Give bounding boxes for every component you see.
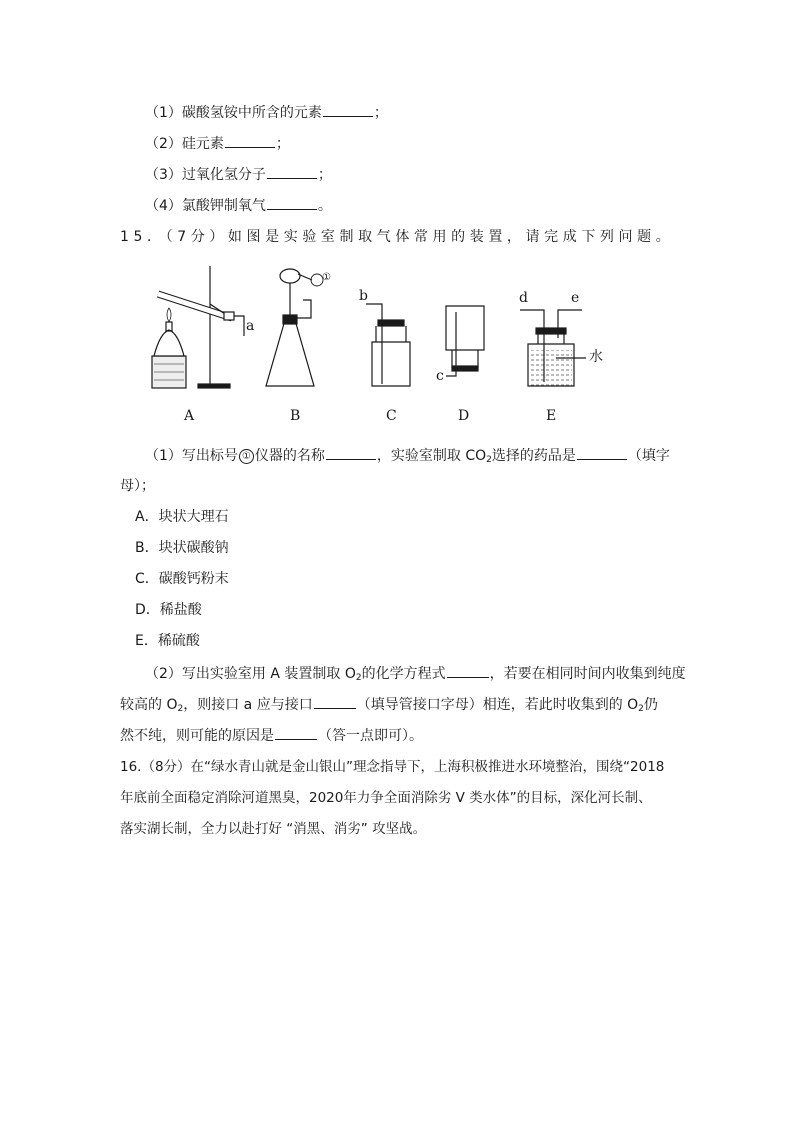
apparatus-d-icon bbox=[446, 306, 484, 376]
answer-blank[interactable] bbox=[323, 102, 373, 117]
apparatus-drawing bbox=[140, 258, 620, 398]
port-label-a: a bbox=[246, 318, 255, 334]
q14-item-2 bbox=[145, 133, 290, 154]
q14-item-1 bbox=[145, 102, 388, 123]
punct: ； bbox=[275, 136, 290, 152]
label-c: C bbox=[386, 408, 397, 424]
text: 仍 bbox=[643, 697, 658, 713]
answer-blank[interactable] bbox=[225, 133, 275, 148]
option-letter: A． bbox=[135, 509, 159, 525]
text: ，则接口 a 应与接口 bbox=[183, 697, 313, 713]
label-a: A bbox=[184, 408, 195, 424]
punct: 。 bbox=[317, 198, 332, 214]
text: （2）写出实验室用 A 装置制取 O bbox=[145, 666, 356, 682]
option-letter: E． bbox=[135, 633, 158, 649]
item-number: （4） bbox=[145, 198, 182, 214]
q16-line2: 年底前全面稳定消除河道黑臭，2020年力争全面消除劣 V 类水体”的目标，深化河长制、 bbox=[120, 790, 652, 806]
apparatus-a-icon bbox=[152, 266, 244, 388]
port-label-b: b bbox=[359, 288, 368, 304]
option-text: 稀盐酸 bbox=[159, 602, 202, 618]
answer-blank[interactable] bbox=[267, 195, 317, 210]
answer-blank[interactable] bbox=[326, 445, 376, 460]
apparatus-b-icon bbox=[266, 269, 323, 386]
marker-1: ① bbox=[322, 272, 331, 283]
option-d bbox=[135, 600, 202, 620]
q15-p1-line2: 母）； bbox=[120, 478, 155, 494]
item-text: 过氧化氢分子 bbox=[181, 167, 266, 183]
item-number: （3） bbox=[145, 167, 182, 183]
subscript: 2 bbox=[355, 673, 362, 683]
text: ，实验室制取 CO bbox=[376, 448, 487, 464]
port-label-d: d bbox=[519, 290, 528, 306]
item-text: 碳酸氢铵中所含的元素 bbox=[181, 105, 322, 121]
option-text: 块状碳酸钠 bbox=[158, 540, 229, 556]
punct: ； bbox=[373, 105, 388, 121]
subscript: 2 bbox=[177, 704, 184, 714]
label-b: B bbox=[290, 408, 301, 424]
option-text: 稀硫酸 bbox=[157, 633, 200, 649]
subscript: 2 bbox=[638, 704, 644, 714]
option-text: 块状大理石 bbox=[158, 509, 229, 525]
option-letter: D． bbox=[135, 602, 160, 618]
port-label-e: e bbox=[571, 290, 580, 306]
answer-blank[interactable] bbox=[275, 725, 317, 740]
apparatus-e-icon bbox=[520, 310, 586, 386]
q15-p1-line1 bbox=[145, 445, 670, 470]
text: 较高的 O bbox=[120, 697, 178, 713]
q15-p2-line1 bbox=[145, 663, 686, 688]
q16-line3: 落实湖长制，全力以赴打好 “消黑、消劣” 攻坚战。 bbox=[120, 821, 427, 837]
apparatus-figure bbox=[140, 258, 620, 433]
option-text: 碳酸钙粉末 bbox=[158, 571, 229, 587]
text: （答一点即可）。 bbox=[318, 728, 423, 744]
subscript: 2 bbox=[486, 455, 492, 465]
text: ，若要在相同时间内收集到纯度 bbox=[489, 666, 686, 682]
water-label: 水 bbox=[589, 349, 603, 365]
option-letter: C． bbox=[135, 571, 159, 587]
apparatus-c-icon bbox=[366, 304, 410, 386]
item-number: （1） bbox=[145, 105, 182, 121]
option-b bbox=[135, 538, 229, 558]
option-e bbox=[135, 631, 200, 651]
circled-marker: ① bbox=[239, 449, 254, 464]
q15-p2-line2 bbox=[120, 694, 658, 719]
item-number: （2） bbox=[145, 136, 182, 152]
q15-p2-line3 bbox=[120, 725, 423, 746]
label-d: D bbox=[458, 408, 470, 424]
text: 选择的药品是 bbox=[491, 448, 576, 464]
q15-header: 15．（7分）如图是实验室制取气体常用的装置，请完成下列问题。 bbox=[120, 229, 675, 245]
q14-item-3 bbox=[145, 164, 332, 185]
text: 然不纯，则可能的原因是 bbox=[120, 728, 274, 744]
q16-line1: 16.（8分）在“绿水青山就是金山银山”理念指导下，上海积极推进水环境整治，围绕“2018 bbox=[120, 759, 665, 775]
item-text: 氯酸钾制氧气 bbox=[181, 198, 266, 214]
option-a bbox=[135, 507, 229, 527]
text: 的化学方程式 bbox=[361, 666, 446, 682]
answer-blank[interactable] bbox=[267, 164, 317, 179]
punct: ； bbox=[317, 167, 332, 183]
option-letter: B． bbox=[135, 540, 159, 556]
item-text: 硅元素 bbox=[181, 136, 224, 152]
text: （填字 bbox=[627, 448, 670, 464]
q14-item-4 bbox=[145, 195, 332, 216]
label-e: E bbox=[546, 408, 557, 424]
answer-blank[interactable] bbox=[314, 694, 356, 709]
text: （填导管接口字母）相连，若此时收集到的 O bbox=[356, 697, 639, 713]
option-c bbox=[135, 569, 229, 589]
answer-blank[interactable] bbox=[447, 663, 489, 678]
port-label-c: c bbox=[436, 368, 444, 384]
text: 仪器的名称 bbox=[254, 448, 325, 464]
answer-blank[interactable] bbox=[577, 445, 627, 460]
text: （1）写出标号 bbox=[145, 448, 238, 464]
